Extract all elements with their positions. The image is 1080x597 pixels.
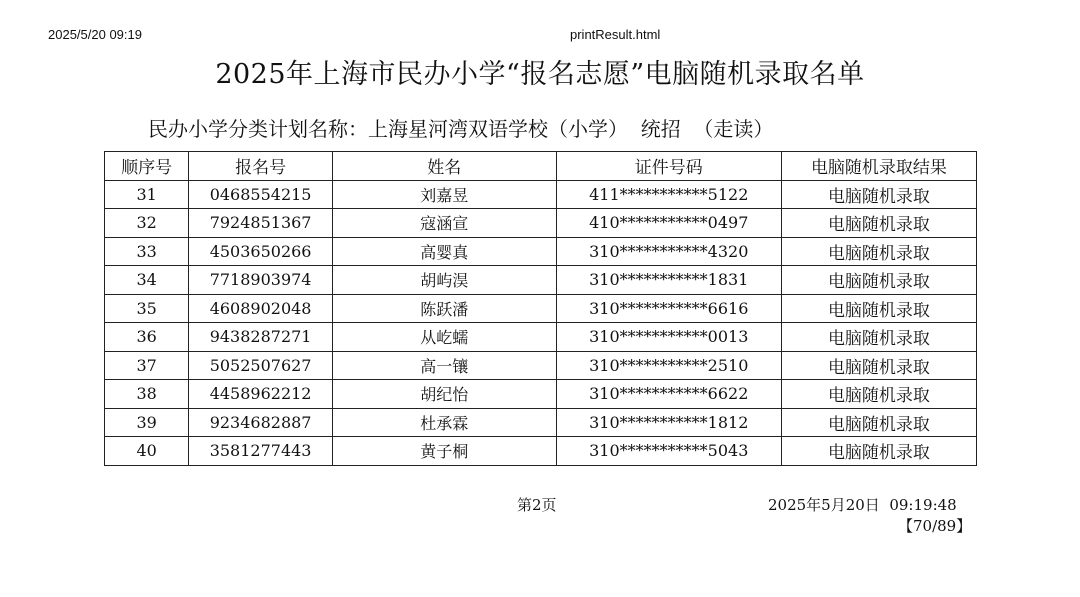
cell-seq: 38	[105, 380, 189, 409]
cell-id-no: 410***********0497	[556, 209, 781, 238]
cell-reg-no: 4608902048	[189, 294, 333, 323]
header-name: 姓名	[332, 152, 556, 181]
cell-id-no: 310***********0013	[556, 323, 781, 352]
cell-reg-no: 7924851367	[189, 209, 333, 238]
print-header-filename: printResult.html	[570, 27, 661, 42]
header-reg-no: 报名号	[189, 152, 333, 181]
cell-name: 胡屿淏	[332, 266, 556, 295]
table-header-row	[105, 152, 977, 181]
cell-result: 电脑随机录取	[781, 380, 976, 409]
cell-name: 胡纪怡	[332, 380, 556, 409]
table-row	[105, 437, 977, 466]
cell-name: 黄子桐	[332, 437, 556, 466]
cell-id-no: 310***********4320	[556, 237, 781, 266]
print-timestamp: 2025年5月20日 09:19:48	[768, 496, 957, 514]
cell-seq: 39	[105, 408, 189, 437]
cell-reg-no: 5052507627	[189, 351, 333, 380]
header-id-no: 证件号码	[556, 152, 781, 181]
table-row	[105, 180, 977, 209]
cell-id-no: 310***********5043	[556, 437, 781, 466]
admission-table	[104, 151, 977, 466]
cell-result: 电脑随机录取	[781, 351, 976, 380]
cell-name: 杜承霖	[332, 408, 556, 437]
cell-reg-no: 4503650266	[189, 237, 333, 266]
cell-seq: 36	[105, 323, 189, 352]
cell-name: 高一镶	[332, 351, 556, 380]
table-row	[105, 294, 977, 323]
cell-id-no: 310***********1812	[556, 408, 781, 437]
document-title: 2025年上海市民办小学“报名志愿”电脑随机录取名单	[215, 59, 865, 90]
header-result: 电脑随机录取结果	[781, 152, 976, 181]
table-row	[105, 380, 977, 409]
cell-seq: 35	[105, 294, 189, 323]
cell-name: 陈跃潘	[332, 294, 556, 323]
cell-result: 电脑随机录取	[781, 323, 976, 352]
cell-result: 电脑随机录取	[781, 294, 976, 323]
cell-seq: 37	[105, 351, 189, 380]
cell-result: 电脑随机录取	[781, 209, 976, 238]
table-row	[105, 237, 977, 266]
cell-id-no: 310***********6616	[556, 294, 781, 323]
cell-seq: 32	[105, 209, 189, 238]
cell-id-no: 310***********1831	[556, 266, 781, 295]
cell-reg-no: 9234682887	[189, 408, 333, 437]
cell-seq: 31	[105, 180, 189, 209]
table-row	[105, 408, 977, 437]
plan-subtitle: 民办小学分类计划名称：上海星河湾双语学校（小学） 统招 （走读）	[148, 117, 774, 141]
cell-seq: 34	[105, 266, 189, 295]
page-count: 【70/89】	[898, 517, 972, 535]
cell-result: 电脑随机录取	[781, 237, 976, 266]
table-row	[105, 351, 977, 380]
cell-seq: 33	[105, 237, 189, 266]
cell-id-no: 310***********2510	[556, 351, 781, 380]
cell-name: 寇涵宣	[332, 209, 556, 238]
cell-id-no: 310***********6622	[556, 380, 781, 409]
print-header-datetime: 2025/5/20 09:19	[48, 27, 142, 42]
cell-reg-no: 0468554215	[189, 180, 333, 209]
cell-id-no: 411***********5122	[556, 180, 781, 209]
cell-reg-no: 3581277443	[189, 437, 333, 466]
table-row	[105, 209, 977, 238]
table-row	[105, 323, 977, 352]
cell-result: 电脑随机录取	[781, 266, 976, 295]
header-seq: 顺序号	[105, 152, 189, 181]
cell-result: 电脑随机录取	[781, 437, 976, 466]
cell-reg-no: 7718903974	[189, 266, 333, 295]
cell-reg-no: 4458962212	[189, 380, 333, 409]
cell-result: 电脑随机录取	[781, 408, 976, 437]
cell-result: 电脑随机录取	[781, 180, 976, 209]
cell-name: 从屹蠕	[332, 323, 556, 352]
cell-reg-no: 9438287271	[189, 323, 333, 352]
page-number: 第2页	[517, 496, 557, 514]
cell-name: 高婴真	[332, 237, 556, 266]
cell-name: 刘嘉昱	[332, 180, 556, 209]
table-row	[105, 266, 977, 295]
cell-seq: 40	[105, 437, 189, 466]
